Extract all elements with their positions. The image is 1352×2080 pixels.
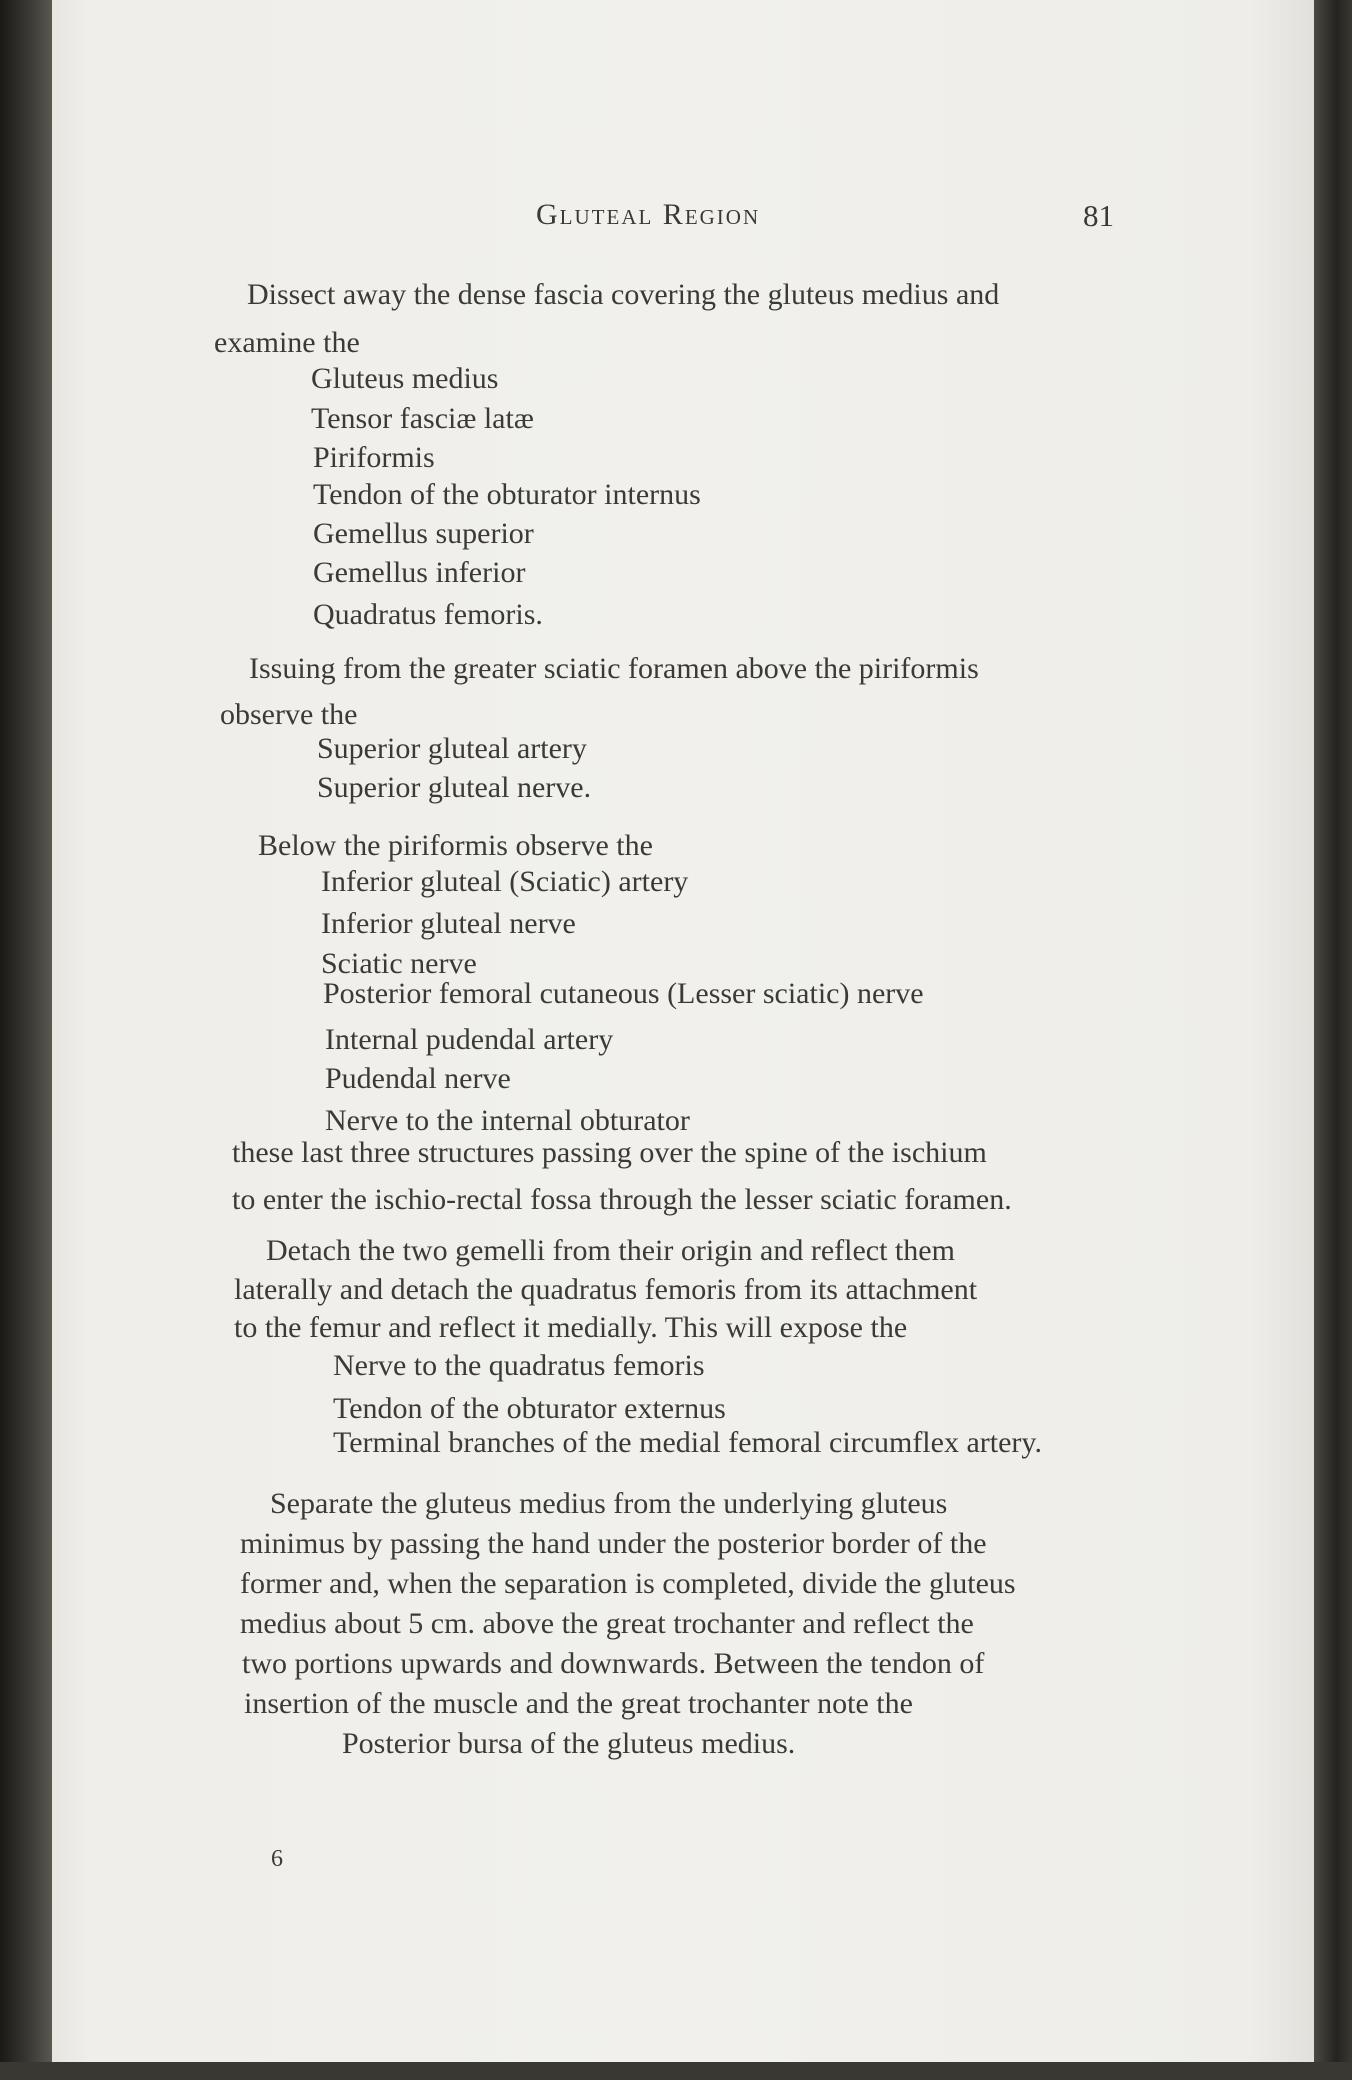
text-line: Issuing from the greater sciatic foramen above the piriformis — [249, 652, 979, 685]
text-line: to enter the ischio-rectal fossa through the lesser sciatic foramen. — [232, 1183, 1012, 1216]
list-item: Gemellus superior — [313, 517, 534, 550]
list-item: Superior gluteal artery — [317, 732, 587, 765]
text-line: medius about 5 cm. above the great trochanter and reflect the — [240, 1607, 974, 1640]
list-item: Posterior femoral cutaneous (Lesser sciatic) nerve — [323, 977, 924, 1010]
text-line: Detach the two gemelli from their origin and reflect them — [266, 1234, 955, 1267]
list-item: Posterior bursa of the gluteus medius. — [342, 1727, 796, 1760]
text-line: to the femur and reflect it medially. This will expose the — [234, 1311, 908, 1344]
list-item: Piriformis — [313, 441, 435, 474]
list-item: Superior gluteal nerve. — [317, 771, 592, 804]
text-line: minimus by passing the hand under the posterior border of the — [240, 1527, 987, 1560]
text-line: laterally and detach the quadratus femoris from its attachment — [234, 1273, 978, 1306]
list-item: Internal pudendal artery — [325, 1023, 614, 1056]
running-head: Gluteal Region — [536, 198, 761, 231]
text-line: Dissect away the dense fascia covering the gluteus medius and — [247, 278, 1000, 311]
list-item: Tendon of the obturator internus — [313, 478, 701, 511]
text-line: these last three structures passing over the spine of the ischium — [232, 1136, 987, 1169]
text-line: Below the piriformis observe the — [258, 829, 653, 862]
text-line: former and, when the separation is completed, divide the gluteus — [240, 1567, 1016, 1600]
list-item: Nerve to the quadratus femoris — [333, 1349, 705, 1382]
list-item: Gemellus inferior — [313, 556, 526, 589]
page-number: 81 — [1083, 198, 1114, 233]
list-item: Inferior gluteal (Sciatic) artery — [321, 865, 689, 898]
list-item: Gluteus medius — [311, 362, 499, 395]
list-item: Nerve to the internal obturator — [325, 1104, 690, 1137]
list-item: Quadratus femoris. — [313, 598, 543, 631]
text-line: Separate the gluteus medius from the underlying gluteus — [270, 1487, 948, 1520]
list-item: Tendon of the obturator externus — [333, 1392, 726, 1425]
list-item: Pudendal nerve — [325, 1062, 511, 1095]
list-item: Tensor fasciæ latæ — [311, 402, 534, 435]
text-line: two portions upwards and downwards. Between the tendon of — [242, 1647, 985, 1680]
text-line: examine the — [214, 326, 360, 359]
text-line: observe the — [220, 698, 358, 731]
list-item: Inferior gluteal nerve — [321, 907, 576, 940]
text-line: insertion of the muscle and the great trochanter note the — [244, 1687, 913, 1720]
signature-mark: 6 — [271, 1846, 283, 1872]
list-item: Sciatic nerve — [321, 947, 477, 980]
list-item: Terminal branches of the medial femoral circumflex artery. — [333, 1426, 1042, 1459]
